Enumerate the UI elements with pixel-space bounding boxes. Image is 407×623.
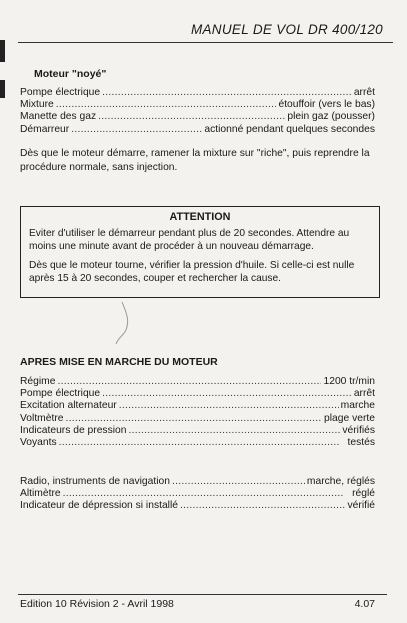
leader-dots bbox=[57, 376, 321, 388]
checklist-value: arrêt bbox=[353, 388, 375, 400]
attention-paragraph: Eviter d'utiliser le démarreur pendant plus de 20 secondes. Attendre au moins une minute avant de procéder à un nouveau démarrage. bbox=[29, 228, 350, 252]
checklist-value: plein gaz (pousser) bbox=[287, 111, 375, 123]
checklist-label: Radio, instruments de navigation bbox=[20, 476, 170, 487]
checklist-row bbox=[20, 111, 375, 123]
checklist-row bbox=[20, 413, 375, 425]
checklist-label: Indicateurs de pression bbox=[20, 424, 127, 436]
pen-stroke-mark bbox=[108, 298, 138, 348]
checklist-value: marche, réglés bbox=[306, 476, 375, 487]
checklist-row bbox=[20, 376, 375, 388]
leader-dots bbox=[102, 87, 352, 99]
checklist-row bbox=[20, 425, 375, 437]
checklist-label: Voyants bbox=[20, 437, 57, 449]
checklist-label: Démarreur bbox=[20, 123, 70, 135]
checklist-value: plage verte bbox=[324, 412, 375, 424]
leader-dots bbox=[71, 124, 202, 136]
checklist-label: Voltmètre bbox=[20, 412, 64, 424]
leader-dots bbox=[119, 400, 339, 412]
checklist-row bbox=[20, 388, 375, 400]
leader-dots bbox=[102, 388, 352, 400]
checklist-value: marche bbox=[340, 400, 375, 412]
checklist-label: Indicateur de dépression si installé bbox=[20, 500, 178, 512]
checklist-label: Excitation alternateur bbox=[20, 400, 117, 412]
binding-mark bbox=[0, 80, 5, 98]
binding-mark bbox=[0, 40, 5, 62]
attention-box bbox=[20, 206, 380, 298]
checklist-row bbox=[20, 500, 375, 512]
flooded-engine-note: Dès que le moteur démarre, ramener la mixture sur "riche", puis reprendre la procédure normale, sans injection. bbox=[20, 148, 370, 173]
checklist-value: 1200 tr/min bbox=[323, 376, 375, 387]
footer-rule bbox=[18, 594, 387, 595]
after-start-checklist-2 bbox=[20, 476, 375, 513]
checklist-row bbox=[20, 124, 375, 136]
checklist-value: arrêt bbox=[353, 87, 375, 98]
flooded-engine-title: Moteur "noyé" bbox=[34, 68, 107, 80]
page-number: 4.07 bbox=[354, 598, 375, 610]
checklist-value: vérifié bbox=[347, 500, 375, 512]
leader-dots bbox=[98, 111, 285, 123]
leader-dots bbox=[128, 425, 340, 437]
edition-label: Edition 10 Révision 2 - Avril 1998 bbox=[20, 598, 174, 610]
checklist-row bbox=[20, 99, 375, 111]
checklist-label: Mixture bbox=[20, 99, 54, 111]
checklist-value: étouffoir (vers le bas) bbox=[278, 99, 375, 111]
checklist-label: Pompe électrique bbox=[20, 87, 101, 98]
leader-dots bbox=[59, 437, 346, 449]
checklist-label: Manette des gaz bbox=[20, 111, 97, 123]
checklist-label: Altimètre bbox=[20, 488, 61, 500]
leader-dots bbox=[66, 413, 323, 425]
checklist-row bbox=[20, 488, 375, 500]
attention-title: ATTENTION bbox=[169, 211, 231, 223]
header-rule bbox=[18, 42, 393, 43]
checklist-value: actionné pendant quelques secondes bbox=[204, 123, 375, 135]
checklist-row bbox=[20, 87, 375, 99]
after-start-title: APRES MISE EN MARCHE DU MOTEUR bbox=[20, 356, 218, 368]
leader-dots bbox=[172, 476, 305, 488]
checklist-row bbox=[20, 400, 375, 412]
checklist-label: Régime bbox=[20, 376, 56, 387]
checklist-label: Pompe électrique bbox=[20, 388, 101, 400]
checklist-value: testés bbox=[347, 437, 375, 449]
checklist-row bbox=[20, 437, 375, 449]
manual-title: MANUEL DE VOL DR 400/120 bbox=[190, 22, 383, 37]
checklist-value: réglé bbox=[352, 488, 375, 500]
checklist-value: vérifiés bbox=[342, 424, 375, 436]
leader-dots bbox=[56, 99, 277, 111]
leader-dots bbox=[63, 488, 350, 500]
flooded-engine-checklist bbox=[20, 87, 375, 136]
attention-paragraph: Dès que le moteur tourne, vérifier la pression d'huile. Si celle-ci est nulle après 15 à 20 secondes, couper et rechercher la cause. bbox=[29, 260, 355, 284]
checklist-row bbox=[20, 476, 375, 488]
after-start-checklist bbox=[20, 376, 375, 449]
leader-dots bbox=[180, 500, 346, 512]
